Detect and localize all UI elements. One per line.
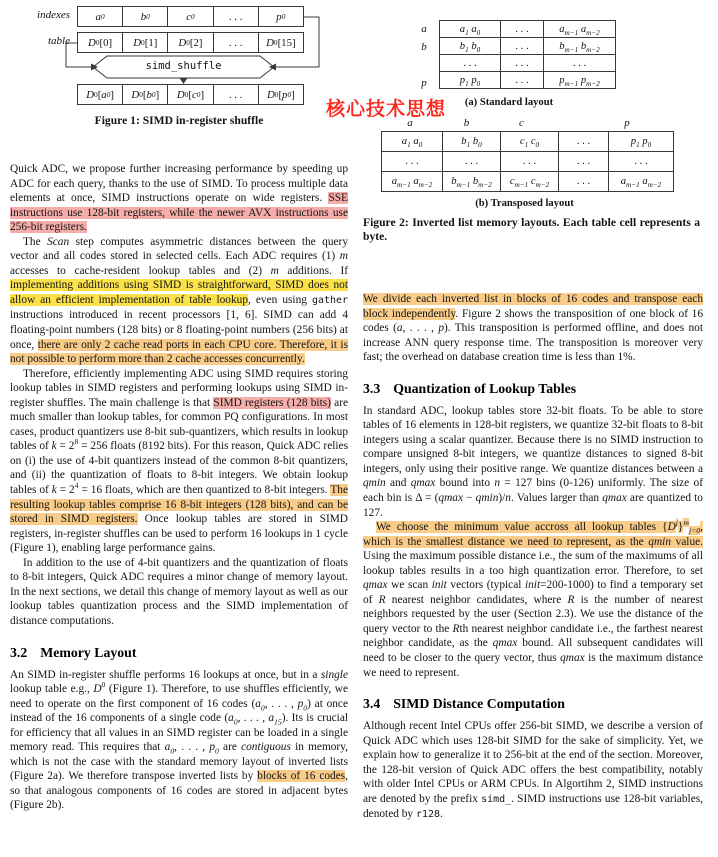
figure1-result-row	[77, 84, 304, 105]
paragraph: Although recent Intel CPUs offer 256-bit SIMD, we describe a version of Quick ADC which uses 128-bit SIMD for the sake of simplicity. Yet, we explain how to generalize it to 256-bit at the end of the section. Moreover, the 128-bit version of Quick ADC offers the best compatibility, notably with older Intel CPUs or ARM CPUs. In Algortihm 2, SIMD instructions are denoted by the prefix simd_. SIMD instructions use 128-bit variables, denoted by r128.	[363, 720, 703, 821]
table-cell: $b_{m-1}$ $b_{m-2}$	[544, 38, 616, 55]
figure2a-row-label: b	[421, 41, 427, 53]
figure2a-caption: (a) Standard layout	[464, 97, 554, 108]
figure2a-row-label: a	[421, 23, 427, 35]
figure1-table-cell: D 0 [1]	[123, 32, 168, 53]
figure2a-standard-layout-table	[439, 20, 616, 89]
paragraph: An SIMD in-register shuffle performs 16 lookups at once, but in a single lookup table e.g., $D^0$ (Figure 1). Therefore, to use shuffles efficiently, we need to operate on the first component of 16 codes ($a_0$, . . . , $p_0$) at once instead of the 16 components of a single code ($a_0$, . . . , $a_{15}$). Its is crucial for efficiency that all values in an SIMD register can be loaded in a single memory read. This requires that $a_0$, . . . , $p_0$ are contiguous in memory, which is not the case with the standard memory layout of inverted lists (Figure 2a). We therefore transpose inverted lists by blocks of 16 codes, so that analogous components of 16 codes are stored in adjacent bytes (Figure 2b).	[10, 668, 349, 812]
section-heading-3-2	[10, 645, 348, 661]
table-cell: $a_1$ $a_0$	[440, 21, 501, 38]
figure-1	[10, 0, 348, 138]
table-cell: . . .	[559, 172, 609, 192]
table-cell: $a_{m-1}$ $a_{m-2}$	[382, 172, 443, 192]
figure1-indexes-row	[77, 6, 304, 27]
figure2-caption: Figure 2: Inverted list memory layouts. Each table cell represents a byte.	[363, 216, 700, 244]
figure2b-transposed-layout-table	[381, 131, 674, 192]
table-cell: . . .	[501, 21, 544, 38]
figure2b-col-label: a	[407, 117, 413, 129]
paragraph: Quick ADC, we propose further increasing performance by speeding up ADC for each query, thanks to the use of SIMD. To process multiple data elements at once, SIMD instructions operate on wide registers. SSE instructions use 128-bit registers, while the newer AVX instructions use 256-bit registers.	[10, 163, 348, 234]
figure1-table-cell: D 0 [0]	[77, 32, 123, 53]
figure1-indexes-cell: . . .	[214, 6, 259, 27]
table-cell: $p_1$ $p_0$	[440, 72, 501, 89]
section-heading-3-4	[363, 696, 703, 712]
figure1-indexes-cell: b 0	[123, 6, 168, 27]
figure-2	[363, 0, 703, 252]
figure2b-col-label: c	[519, 117, 524, 129]
paragraph: In addition to the use of 4-bit quantizers and the quantization of floats to 8-bit integers, Quick ADC requires a minor change of memory layout. In the next sections, we detail this change of memory layout as well as our lookup tables quantization process and the SIMD implementation of distance computations.	[10, 556, 349, 627]
section-heading-3-3	[363, 381, 703, 397]
table-cell: . . .	[559, 132, 609, 152]
red-annotation-text: 核心技术思想	[326, 98, 447, 120]
right-column	[363, 0, 703, 823]
section-title: Memory Layout	[40, 644, 137, 660]
section-title: SIMD Distance Computation	[393, 696, 565, 712]
figure1-indexes-label: indexes	[37, 9, 70, 21]
table-cell: $p_1$ $p_0$	[609, 132, 674, 152]
table-cell: . . .	[501, 38, 544, 55]
table-cell: $b_{m-1}$ $b_{m-2}$	[443, 172, 501, 192]
figure1-indexes-cell: a 0	[77, 6, 123, 27]
figure1-table-label: table	[48, 35, 70, 47]
table-cell: . . .	[440, 55, 501, 72]
table-cell: $c_1$ $c_0$	[501, 132, 559, 152]
figure2b-caption: (b) Transposed layout	[475, 198, 574, 209]
figure1-simd-shuffle-label: simd_shuffle	[145, 60, 222, 72]
left-column	[10, 0, 348, 813]
section-number: 3.3	[363, 380, 381, 396]
table-cell: $b_1$ $b_0$	[440, 38, 501, 55]
paragraph: The Scan step computes asymmetric distances between the query vector and all codes stored in selected cells. Each ADC requires (1) m accesses to cache-resident lookup tables and (2) m additions. If implementing additions using SIMD is straightforward, SIMD does not allow an efficient implementation of table lookup, even using gather instructions introduced in recent processors [1, 6]. SIMD can add 4 floating-point numbers (128 bits) or 8 floating-point numbers (256 bits) at once, there are only 2 cache read ports in each CPU core. Therefore, it is not possible to perform more than 2 cache accesses concurrently.	[10, 235, 349, 366]
section-number: 3.4	[363, 696, 381, 712]
figure1-caption: Figure 1: SIMD in-register shuffle	[94, 114, 264, 127]
table-cell: $c_{m-1}$ $c_{m-2}$	[501, 172, 559, 192]
table-cell: . . .	[609, 152, 674, 172]
paragraph: We choose the minimum value accross all lookup tables $\{D^j\}^m_{j=0}$, which is the smallest distance we need to represent, as the qmin value. Using the maximum possible distance i.e., the sum of the maximums of all lookup tables results in a too high quantization error. Therefore, to set qmax we scan init vectors (typical init=200-1000) to find a temporary set of R nearest neighbor candidates, where R is the number of nearest neighbors requested by the user (Section 2.3). We use the distance of the query vector to the Rth nearest neighbor candidate i.e., the farthest nearest neighbor candidate, as the qmax bound. All subsequent candidates will need to be closer to the query vector, thus qmax is the maximum distance we need to represent.	[363, 518, 704, 679]
figure2a-row-label: p	[421, 77, 427, 89]
figure2b-col-label	[549, 117, 596, 129]
figure1-result-cell: . . .	[214, 84, 259, 105]
table-cell: . . .	[501, 72, 544, 89]
figure2a-row-label	[415, 56, 433, 74]
table-cell: . . .	[501, 55, 544, 72]
paragraph: We divide each inverted list in blocks of 16 codes and transpose each block independently. Figure 2 shows the transposition of one block of 16 codes (a, . . . , p). This transposition is performed offline, and does not increase ANN query response time. The transposition is moreover very fast; the overhead on database creation time is less than 1%.	[363, 293, 703, 364]
figure1-table-cell: . . .	[214, 32, 259, 53]
table-cell: . . .	[443, 152, 501, 172]
figure1-result-cell: D 0 [ a 0 ]	[77, 84, 123, 105]
paragraph: In standard ADC, lookup tables store 32-bit floats. To be able to store tables of 16 elements in 128-bit registers, we quantize 32-bit floats to 8-bit integers using a scalar quantizer. Because there is no SIMD instruction to compare unsigned 8-bit integers, we quantize distances to signed 8-bit integers, only using their positive range. We quantize distances between a qmin and qmax bound into n = 127 bins (0-126) uniformly. The size of each bin is Δ = (qmax − qmin)/n. Values larger than qmax are quantized to 127.	[363, 404, 703, 519]
table-cell: $a_1$ $a_0$	[382, 132, 443, 152]
figure1-table-row	[77, 32, 304, 53]
table-cell: . . .	[544, 55, 616, 72]
table-cell: . . .	[501, 152, 559, 172]
figure1-indexes-cell: p 0	[259, 6, 304, 27]
table-cell: . . .	[559, 152, 609, 172]
figure1-result-cell: D 0 [ b 0 ]	[123, 84, 168, 105]
figure1-indexes-cell: c 0	[168, 6, 213, 27]
figure2b-col-label: p	[624, 117, 630, 129]
table-cell: $a_{m-1}$ $a_{m-2}$	[544, 21, 616, 38]
table-cell: . . .	[382, 152, 443, 172]
paragraph: Therefore, efficiently implementing ADC using SIMD requires storing lookup tables in SIMD registers and performing lookups using SIMD in-register shuffles. The main challenge is that SIMD registers (128 bits) are much smaller than lookup tables, for common PQ configurations. In most cases, product quantizers use 8-bit sub-quantizers, which results in lookup tables of $k = 2^8 = 256$ floats (8192 bits). For this reason, Quick ADC relies on (i) the use of 4-bit quantizers instead of the common 8-bit quantizers, and (ii) the quantization of floats to 8-bit integers. We obtain lookup tables of $k = 2^4 = 16$ floats, which are then quantized to 8-bit integers. The resulting lookup tables comprise 16 8-bit integers (128 bits), and can be stored in SIMD registers. Once lookup tables are stored in SIMD registers, in-register shuffles can be used to perform 16 lookups in 1 cycle (Figure 1), enabling large performance gains.	[10, 367, 349, 555]
section-number: 3.2	[10, 644, 28, 660]
table-cell: $b_1$ $b_0$	[443, 132, 501, 152]
figure2b-col-label: b	[463, 117, 470, 129]
figure1-result-cell: D 0 [ c 0 ]	[168, 84, 213, 105]
figure1-table-cell: D 0 [2]	[168, 32, 213, 53]
figure1-result-cell: D 0 [ p 0 ]	[259, 84, 304, 105]
figure1-table-cell: D 0 [15]	[259, 32, 304, 53]
table-cell: $p_{m-1}$ $p_{m-2}$	[544, 72, 616, 89]
section-title: Quantization of Lookup Tables	[393, 380, 577, 396]
table-cell: $a_{m-1}$ $a_{m-2}$	[609, 172, 674, 192]
figure2a-row-labels	[415, 20, 433, 92]
